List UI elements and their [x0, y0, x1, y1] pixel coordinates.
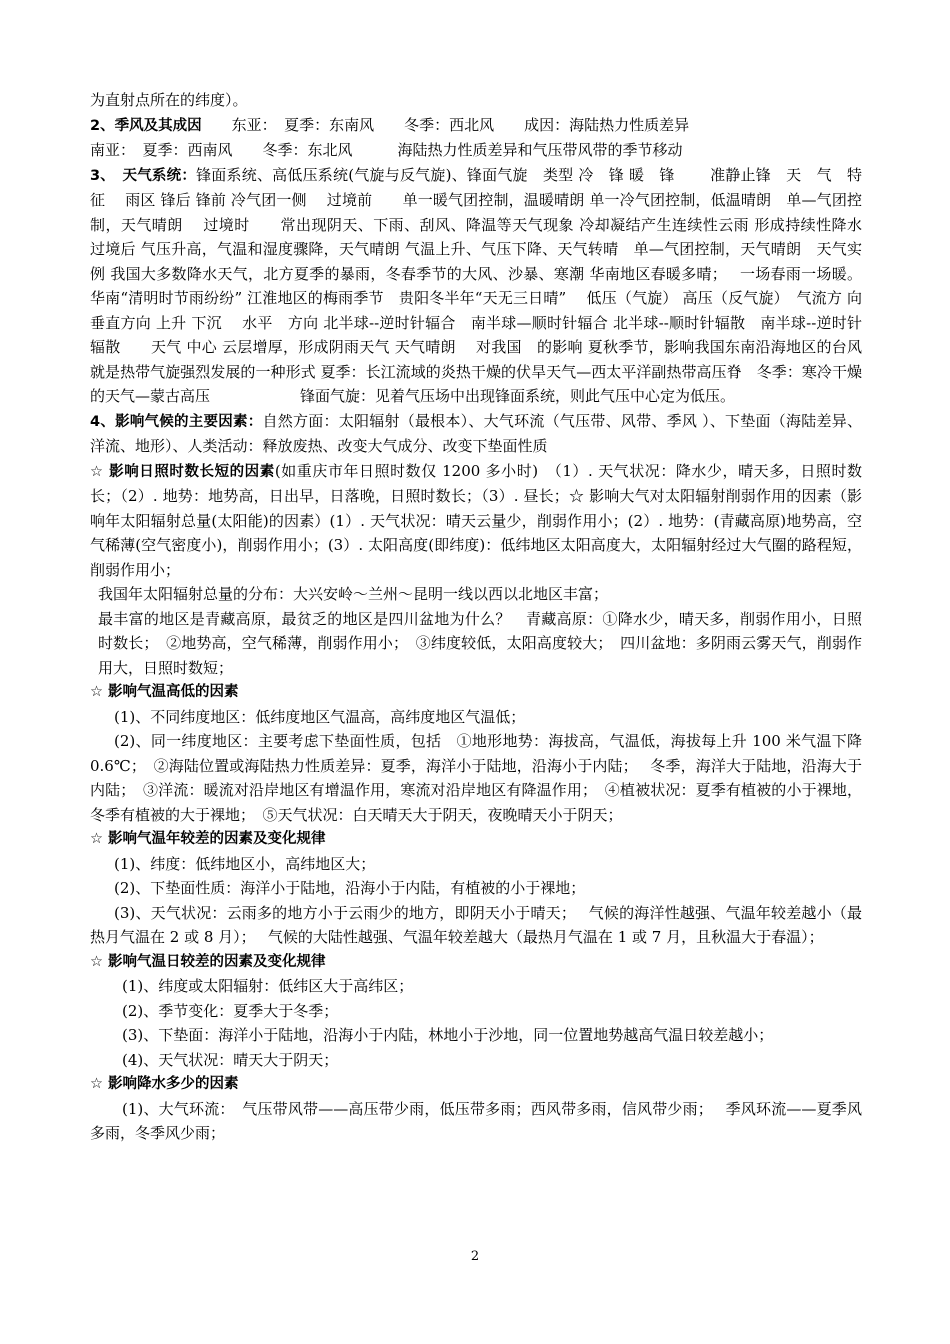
- heading-annual-range: ☆ 影响气温年较差的因素及变化规律: [90, 831, 326, 847]
- heading-climate-factors: 4、影响气候的主要因素：: [90, 413, 263, 430]
- paragraph-8: 最丰富的地区是青藏高原，最贫乏的地区是四川盆地为什么？ 青藏高原：①降水少，晴天多，削弱作用小，日照时数长； ②地势高，空气稀薄，削弱作用小； ③纬度较低，太阳高度较大； 四川盆地：多阴雨云雾天气，削弱作用大，日照时数短；: [98, 609, 862, 677]
- heading-monsoon: 2、季风及其成因: [90, 117, 202, 134]
- heading-daily-range: ☆ 影响气温日较差的因素及变化规律: [90, 953, 326, 970]
- document-body: [90, 88, 882, 1146]
- temperature-item-2: (2)、同一纬度地区：主要考虑下垫面性质，包括 ①地形地势：海拔高，气温低，海拔每上升 100 米气温下降 0.6℃； ②海陆位置或海陆热力性质差异：夏季，海洋小于陆地，沿海小于内陆； 冬季，海洋大于陆地，沿海大于内陆； ③洋流：暖流对沿岸地区有增温作用，寒流对沿岸地区有降温作用； ④植被状况：夏季有植被的小于裸地，冬季有植被的大于裸地； ⑤天气状况：白天晴天大于阴天，夜晚晴天小于阴天；: [90, 732, 862, 824]
- paragraph-6: [90, 459, 862, 583]
- annual-range-item-2: (2)、下垫面性质：海洋小于陆地，沿海小于内陆，有植被的小于裸地；: [114, 879, 586, 897]
- heading-weather-systems: 3、 天气系统：: [90, 167, 197, 184]
- heading-precipitation: ☆ 影响降水多少的因素: [90, 1076, 239, 1092]
- text-climate-factors: 自然方面：太阳辐射（最根本）、大气环流（气压带、风带、季风 ）、下垫面（海陆差异、洋流、地形）、人类活动：释放废热、改变大气成分、改变下垫面性质: [90, 411, 862, 455]
- paragraph-4: [90, 163, 882, 409]
- paragraph-2: [90, 113, 862, 139]
- annual-range-item-3: (3)、天气状况：云雨多的地方小于云雨少的地方，即阴天小于晴天； 气候的海洋性越强、气温年较差越小（最热月气温在 2 或 8 月）； 气候的大陆性越强、气温年较差越大（最热月气温在 1 或 7 月，且秋温大于春温）；: [90, 903, 862, 946]
- heading-temperature: ☆ 影响气温高低的因素: [90, 684, 239, 700]
- paragraph-3: 南亚： 夏季：西南风 冬季：东北风 海陆热力性质差异和气压带风带的季节移动: [90, 141, 683, 159]
- heading-sunshine: ☆ 影响日照时数长短的因素: [90, 463, 275, 480]
- paragraph-1: 为直射点所在的纬度）。: [90, 91, 248, 109]
- precipitation-item-1: (1)、大气环流： 气压带风带——高压带少雨，低压带多雨；西风带多雨，信风带少雨； 季风环流——夏季风多雨，冬季风少雨；: [90, 1099, 862, 1142]
- paragraph-5: [90, 409, 862, 459]
- daily-range-item-2: (2)、季节变化：夏季大于冬季；: [122, 1001, 339, 1020]
- annual-range-item-1: (1)、纬度：低纬地区小，高纬地区大；: [114, 854, 376, 873]
- text-sunshine: (如重庆市年日照时数仅 1200 多小时) （1）. 天气状况：降水少，晴天多，日照时数长；（2）. 地势：地势高，日出早，日落晚，日照时数长；（3）. 昼长；☆ 影响大气对太阳辐射削弱作用的因素（影响年太阳辐射总量(太阳能)的因素）(1）. 天气状况：晴天云量少，削弱作用小；(2）. 地势：(青藏高原)地势高，空气稀薄(空气密度小)，削弱作用小；(3）. 太阳高度(即纬度)：低纬地区太阳高度大，太阳辐射经过大气圈的路程短，削弱作用小；: [90, 461, 863, 579]
- paragraph-7: 我国年太阳辐射总量的分布：大兴安岭～兰州～昆明一线以西以北地区丰富；: [98, 585, 609, 603]
- daily-range-item-1: (1)、纬度或太阳辐射：低纬区大于高纬区；: [122, 977, 414, 995]
- daily-range-item-3: (3)、下垫面：海洋小于陆地，沿海小于内陆，林地小于沙地，同一位置地势越高气温日较差越小；: [122, 1026, 774, 1044]
- text-monsoon: 东亚： 夏季：东南风 冬季：西北风 成因：海陆热力性质差异: [201, 115, 690, 134]
- page-number: 2: [470, 1249, 480, 1264]
- temperature-item-1: (1)、不同纬度地区：低纬度地区气温高，高纬度地区气温低；: [114, 707, 526, 726]
- daily-range-item-4: (4)、天气状况：晴天大于阴天；: [122, 1050, 339, 1069]
- text-weather-systems: 锋面系统、高低压系统(气旋与反气旋)、锋面气旋 类型 冷 锋 暖 锋 准静止锋 天 气 特 征 雨区 锋后 锋前 冷气团一侧 过境前 单一暖气团控制，温暖晴朗 单一冷气团控制，低温晴朗 单—气团控制，天气晴朗 过境时 常出现阴天、下雨、刮风、降温等天气现象 冷却凝结产生连续性云雨 形成持续性降水 过境后 气压升高，气温和湿度骤降，天气晴朗 气温上升、气压下降、天气转晴 单—气团控制，天气晴朗 天气实例 我国大多数降水天气，北方夏季的暴雨，冬春季节的大风、沙暴、寒潮 华南地区春暖多晴； 一场春雨一场暖。 华南“清明时节雨纷纷” 江淮地区的梅雨季节 贵阳冬半年“天无三日晴” 低压（气旋） 高压（反气旋） 气流方 向 垂直方向 上升 下沉 水平 方向 北半球--逆时针辐合 南半球—顺时针辐合 北半球--顺时针辐散 南半球--逆时针辐散 天气 中心 云层增厚，形成阴雨天气 天气晴朗 对我国 的影响 夏秋季节，影响我国东南沿海地区的台风就是热带气旋强烈发展的一种形式 夏季：长江流域的炎热干燥的伏旱天气—西太平洋副热带高压脊 冬季：寒冷干燥的天气—蒙古高压 锋面气旋：见着气压场中出现锋面系统，则此气压中心定为低压。: [90, 165, 882, 405]
